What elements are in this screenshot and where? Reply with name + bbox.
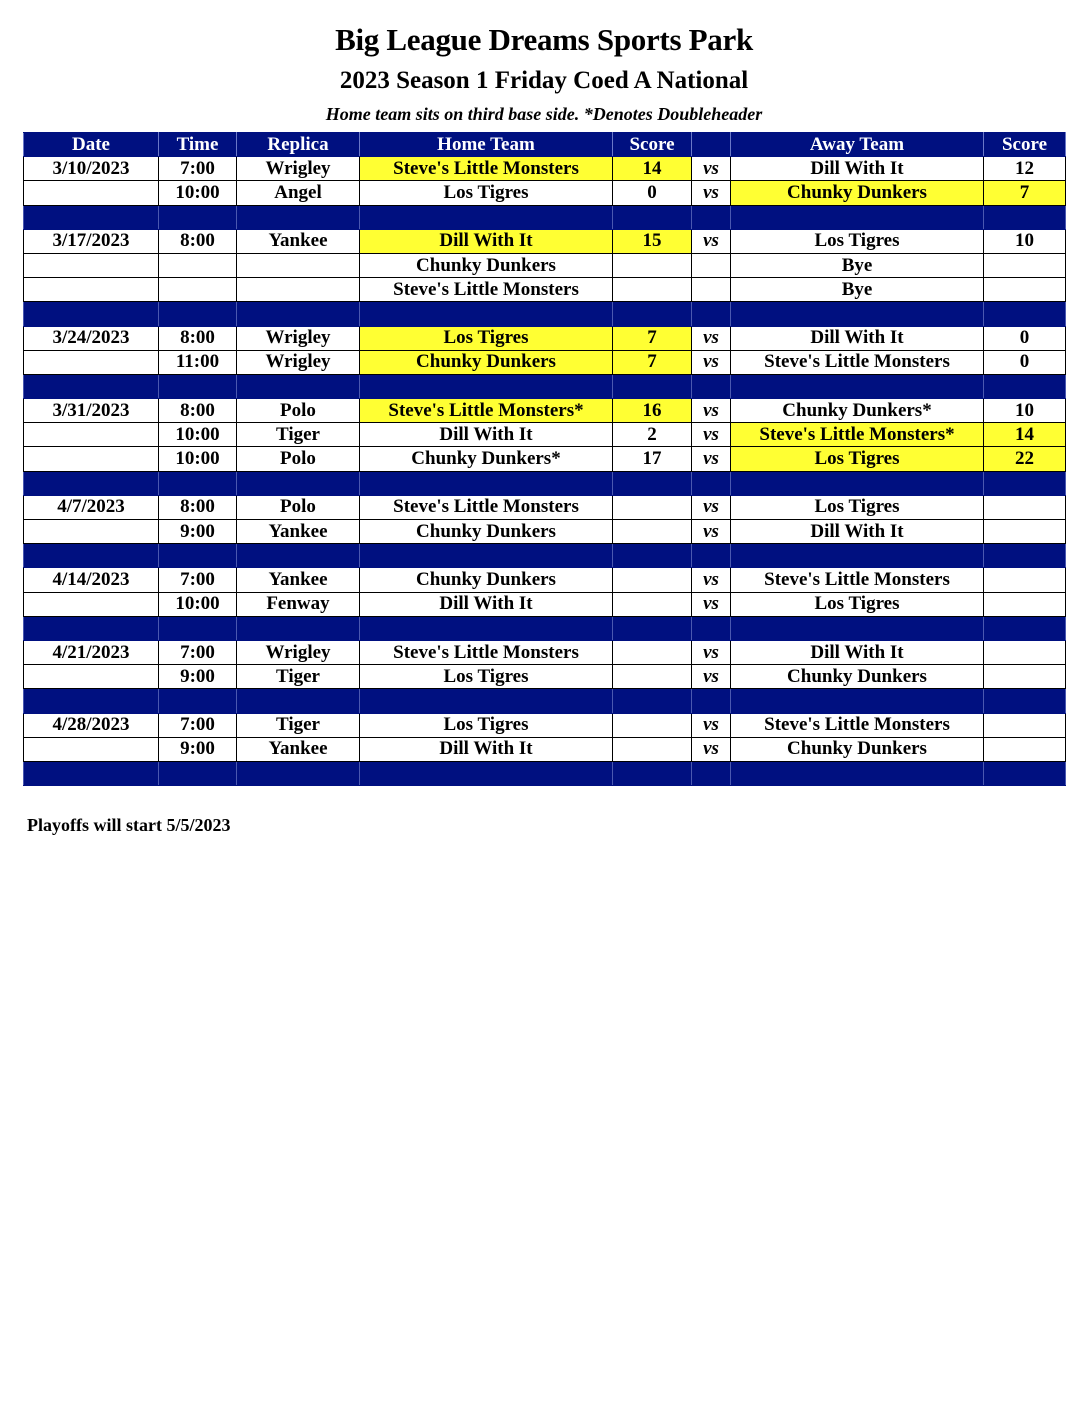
vs-cell: vs	[692, 157, 731, 181]
time-cell: 7:00	[159, 713, 237, 737]
game-row	[24, 229, 1066, 253]
game-row	[24, 737, 1066, 761]
separator-cell	[24, 544, 159, 568]
home-score-cell	[613, 568, 692, 592]
away-score-cell	[984, 520, 1066, 544]
home-score-cell: 17	[613, 447, 692, 471]
column-header-home-team: Home Team	[360, 133, 613, 157]
home-score-cell: 7	[613, 326, 692, 350]
home-team-cell: Dill With It	[360, 423, 613, 447]
away-team-cell: Bye	[731, 253, 984, 277]
vs-cell: vs	[692, 399, 731, 423]
home-team-cell: Steve's Little Monsters	[360, 495, 613, 519]
away-team-cell: Dill With It	[731, 157, 984, 181]
home-score-cell	[613, 253, 692, 277]
away-team-cell: Dill With It	[731, 326, 984, 350]
home-team-cell: Chunky Dunkers*	[360, 447, 613, 471]
date-cell	[24, 181, 159, 205]
separator-cell	[360, 616, 613, 640]
time-cell: 7:00	[159, 640, 237, 664]
separator-cell	[237, 544, 360, 568]
separator-cell	[984, 544, 1066, 568]
home-team-cell: Chunky Dunkers	[360, 520, 613, 544]
column-header-away-score: Score	[984, 133, 1066, 157]
home-team-cell: Los Tigres	[360, 665, 613, 689]
separator-cell	[731, 689, 984, 713]
home-score-cell: 7	[613, 350, 692, 374]
separator-cell	[237, 761, 360, 785]
separator-cell	[613, 761, 692, 785]
away-team-cell: Chunky Dunkers*	[731, 399, 984, 423]
home-score-cell: 15	[613, 229, 692, 253]
week-separator-row	[24, 302, 1066, 326]
time-cell: 8:00	[159, 399, 237, 423]
separator-cell	[984, 205, 1066, 229]
separator-cell	[159, 761, 237, 785]
away-team-cell: Steve's Little Monsters*	[731, 423, 984, 447]
separator-cell	[237, 616, 360, 640]
separator-cell	[360, 761, 613, 785]
column-header-time: Time	[159, 133, 237, 157]
away-score-cell: 0	[984, 350, 1066, 374]
separator-cell	[24, 689, 159, 713]
away-score-cell: 12	[984, 157, 1066, 181]
replica-cell: Wrigley	[237, 326, 360, 350]
separator-cell	[237, 689, 360, 713]
date-cell: 4/21/2023	[24, 640, 159, 664]
replica-cell: Yankee	[237, 568, 360, 592]
away-score-cell	[984, 713, 1066, 737]
separator-cell	[984, 471, 1066, 495]
separator-cell	[237, 374, 360, 398]
date-cell	[24, 737, 159, 761]
vs-cell	[692, 278, 731, 302]
date-cell: 4/7/2023	[24, 495, 159, 519]
replica-cell	[237, 278, 360, 302]
separator-cell	[613, 302, 692, 326]
home-score-cell	[613, 278, 692, 302]
vs-cell: vs	[692, 713, 731, 737]
away-score-cell: 22	[984, 447, 1066, 471]
home-score-cell	[613, 713, 692, 737]
column-header-home-score: Score	[613, 133, 692, 157]
date-cell	[24, 423, 159, 447]
home-team-cell: Los Tigres	[360, 326, 613, 350]
game-row	[24, 350, 1066, 374]
separator-cell	[692, 689, 731, 713]
away-score-cell	[984, 665, 1066, 689]
home-team-cell: Steve's Little Monsters*	[360, 399, 613, 423]
separator-cell	[692, 471, 731, 495]
separator-cell	[984, 689, 1066, 713]
vs-cell: vs	[692, 495, 731, 519]
game-row	[24, 157, 1066, 181]
vs-cell: vs	[692, 737, 731, 761]
separator-cell	[159, 205, 237, 229]
away-score-cell	[984, 592, 1066, 616]
column-header-replica: Replica	[237, 133, 360, 157]
game-row	[24, 665, 1066, 689]
date-cell	[24, 592, 159, 616]
replica-cell	[237, 253, 360, 277]
home-score-cell	[613, 665, 692, 689]
game-row	[24, 399, 1066, 423]
away-score-cell	[984, 495, 1066, 519]
game-row	[24, 181, 1066, 205]
vs-cell: vs	[692, 568, 731, 592]
separator-cell	[692, 544, 731, 568]
time-cell	[159, 278, 237, 302]
game-row	[24, 495, 1066, 519]
separator-cell	[159, 544, 237, 568]
week-separator-row	[24, 689, 1066, 713]
separator-cell	[24, 471, 159, 495]
home-score-cell: 14	[613, 157, 692, 181]
time-cell: 9:00	[159, 520, 237, 544]
home-score-cell	[613, 592, 692, 616]
separator-cell	[24, 205, 159, 229]
separator-cell	[237, 471, 360, 495]
away-team-cell: Bye	[731, 278, 984, 302]
time-cell: 8:00	[159, 326, 237, 350]
game-row	[24, 568, 1066, 592]
separator-cell	[731, 471, 984, 495]
game-row	[24, 326, 1066, 350]
time-cell: 11:00	[159, 350, 237, 374]
replica-cell: Polo	[237, 495, 360, 519]
home-score-cell	[613, 520, 692, 544]
header-row	[24, 133, 1066, 157]
week-separator-row	[24, 205, 1066, 229]
week-separator-row	[24, 374, 1066, 398]
separator-cell	[613, 205, 692, 229]
separator-cell	[731, 374, 984, 398]
separator-cell	[984, 374, 1066, 398]
replica-cell: Polo	[237, 447, 360, 471]
home-team-cell: Steve's Little Monsters	[360, 278, 613, 302]
game-row	[24, 253, 1066, 277]
away-score-cell	[984, 737, 1066, 761]
vs-cell: vs	[692, 350, 731, 374]
separator-cell	[360, 544, 613, 568]
separator-cell	[613, 544, 692, 568]
separator-cell	[731, 544, 984, 568]
time-cell: 9:00	[159, 737, 237, 761]
away-score-cell: 10	[984, 399, 1066, 423]
replica-cell: Polo	[237, 399, 360, 423]
away-team-cell: Los Tigres	[731, 592, 984, 616]
game-row	[24, 447, 1066, 471]
replica-cell: Tiger	[237, 423, 360, 447]
home-team-cell: Chunky Dunkers	[360, 253, 613, 277]
replica-cell: Tiger	[237, 665, 360, 689]
separator-cell	[731, 616, 984, 640]
vs-cell: vs	[692, 665, 731, 689]
date-cell	[24, 520, 159, 544]
replica-cell: Tiger	[237, 713, 360, 737]
column-header-date: Date	[24, 133, 159, 157]
away-score-cell: 14	[984, 423, 1066, 447]
page-title: Big League Dreams Sports Park	[335, 22, 753, 57]
separator-cell	[692, 302, 731, 326]
replica-cell: Yankee	[237, 520, 360, 544]
away-score-cell: 0	[984, 326, 1066, 350]
game-row	[24, 640, 1066, 664]
away-team-cell: Dill With It	[731, 520, 984, 544]
home-score-cell: 0	[613, 181, 692, 205]
separator-cell	[24, 761, 159, 785]
date-cell	[24, 665, 159, 689]
separator-cell	[237, 205, 360, 229]
game-row	[24, 278, 1066, 302]
separator-cell	[237, 302, 360, 326]
doubleheader-note: Home team sits on third base side. *Denotes Doubleheader	[325, 104, 763, 124]
time-cell: 7:00	[159, 157, 237, 181]
away-score-cell: 7	[984, 181, 1066, 205]
away-team-cell: Los Tigres	[731, 447, 984, 471]
game-row	[24, 423, 1066, 447]
game-row	[24, 713, 1066, 737]
time-cell: 8:00	[159, 229, 237, 253]
time-cell: 10:00	[159, 447, 237, 471]
date-cell	[24, 278, 159, 302]
time-cell: 10:00	[159, 423, 237, 447]
away-team-cell: Steve's Little Monsters	[731, 568, 984, 592]
home-score-cell	[613, 737, 692, 761]
week-separator-row	[24, 761, 1066, 785]
time-cell: 10:00	[159, 181, 237, 205]
replica-cell: Fenway	[237, 592, 360, 616]
separator-cell	[613, 616, 692, 640]
week-separator-row	[24, 544, 1066, 568]
away-score-cell	[984, 568, 1066, 592]
separator-cell	[731, 302, 984, 326]
date-cell: 3/31/2023	[24, 399, 159, 423]
separator-cell	[159, 471, 237, 495]
column-header-vs	[692, 133, 731, 157]
separator-cell	[360, 471, 613, 495]
away-score-cell	[984, 278, 1066, 302]
schedule-table	[23, 132, 1066, 786]
time-cell: 9:00	[159, 665, 237, 689]
replica-cell: Wrigley	[237, 157, 360, 181]
vs-cell: vs	[692, 326, 731, 350]
separator-cell	[24, 616, 159, 640]
home-score-cell: 16	[613, 399, 692, 423]
home-team-cell: Steve's Little Monsters	[360, 157, 613, 181]
vs-cell	[692, 253, 731, 277]
away-team-cell: Chunky Dunkers	[731, 665, 984, 689]
time-cell: 10:00	[159, 592, 237, 616]
separator-cell	[984, 616, 1066, 640]
date-cell	[24, 447, 159, 471]
separator-cell	[692, 205, 731, 229]
home-team-cell: Chunky Dunkers	[360, 350, 613, 374]
replica-cell: Wrigley	[237, 350, 360, 374]
date-cell	[24, 350, 159, 374]
separator-cell	[159, 689, 237, 713]
time-cell: 7:00	[159, 568, 237, 592]
home-team-cell: Dill With It	[360, 737, 613, 761]
home-team-cell: Dill With It	[360, 592, 613, 616]
time-cell: 8:00	[159, 495, 237, 519]
date-cell: 4/28/2023	[24, 713, 159, 737]
vs-cell: vs	[692, 229, 731, 253]
separator-cell	[613, 374, 692, 398]
home-team-cell: Chunky Dunkers	[360, 568, 613, 592]
game-row	[24, 520, 1066, 544]
separator-cell	[360, 205, 613, 229]
replica-cell: Yankee	[237, 737, 360, 761]
home-team-cell: Steve's Little Monsters	[360, 640, 613, 664]
separator-cell	[613, 471, 692, 495]
separator-cell	[984, 761, 1066, 785]
date-cell: 3/17/2023	[24, 229, 159, 253]
separator-cell	[692, 616, 731, 640]
home-team-cell: Los Tigres	[360, 713, 613, 737]
separator-cell	[692, 761, 731, 785]
away-team-cell: Los Tigres	[731, 495, 984, 519]
away-team-cell: Steve's Little Monsters	[731, 350, 984, 374]
away-score-cell: 10	[984, 229, 1066, 253]
separator-cell	[24, 374, 159, 398]
vs-cell: vs	[692, 447, 731, 471]
separator-cell	[159, 616, 237, 640]
replica-cell: Angel	[237, 181, 360, 205]
column-header-away-team: Away Team	[731, 133, 984, 157]
separator-cell	[360, 302, 613, 326]
away-team-cell: Dill With It	[731, 640, 984, 664]
away-score-cell	[984, 640, 1066, 664]
date-cell: 3/10/2023	[24, 157, 159, 181]
separator-cell	[731, 761, 984, 785]
vs-cell: vs	[692, 640, 731, 664]
date-cell: 4/14/2023	[24, 568, 159, 592]
vs-cell: vs	[692, 181, 731, 205]
replica-cell: Yankee	[237, 229, 360, 253]
week-separator-row	[24, 471, 1066, 495]
separator-cell	[731, 205, 984, 229]
date-cell: 3/24/2023	[24, 326, 159, 350]
separator-cell	[984, 302, 1066, 326]
separator-cell	[159, 302, 237, 326]
home-score-cell	[613, 495, 692, 519]
home-team-cell: Dill With It	[360, 229, 613, 253]
separator-cell	[360, 374, 613, 398]
home-score-cell: 2	[613, 423, 692, 447]
away-team-cell: Los Tigres	[731, 229, 984, 253]
away-team-cell: Chunky Dunkers	[731, 737, 984, 761]
vs-cell: vs	[692, 423, 731, 447]
separator-cell	[24, 302, 159, 326]
vs-cell: vs	[692, 592, 731, 616]
week-separator-row	[24, 616, 1066, 640]
schedule-body	[24, 157, 1066, 786]
separator-cell	[692, 374, 731, 398]
separator-cell	[159, 374, 237, 398]
time-cell	[159, 253, 237, 277]
date-cell	[24, 253, 159, 277]
season-subtitle: 2023 Season 1 Friday Coed A National	[339, 67, 749, 94]
replica-cell: Wrigley	[237, 640, 360, 664]
away-score-cell	[984, 253, 1066, 277]
home-team-cell: Los Tigres	[360, 181, 613, 205]
vs-cell: vs	[692, 520, 731, 544]
separator-cell	[613, 689, 692, 713]
separator-cell	[360, 689, 613, 713]
away-team-cell: Steve's Little Monsters	[731, 713, 984, 737]
home-score-cell	[613, 640, 692, 664]
game-row	[24, 592, 1066, 616]
playoffs-note: Playoffs will start 5/5/2023	[27, 815, 231, 835]
away-team-cell: Chunky Dunkers	[731, 181, 984, 205]
